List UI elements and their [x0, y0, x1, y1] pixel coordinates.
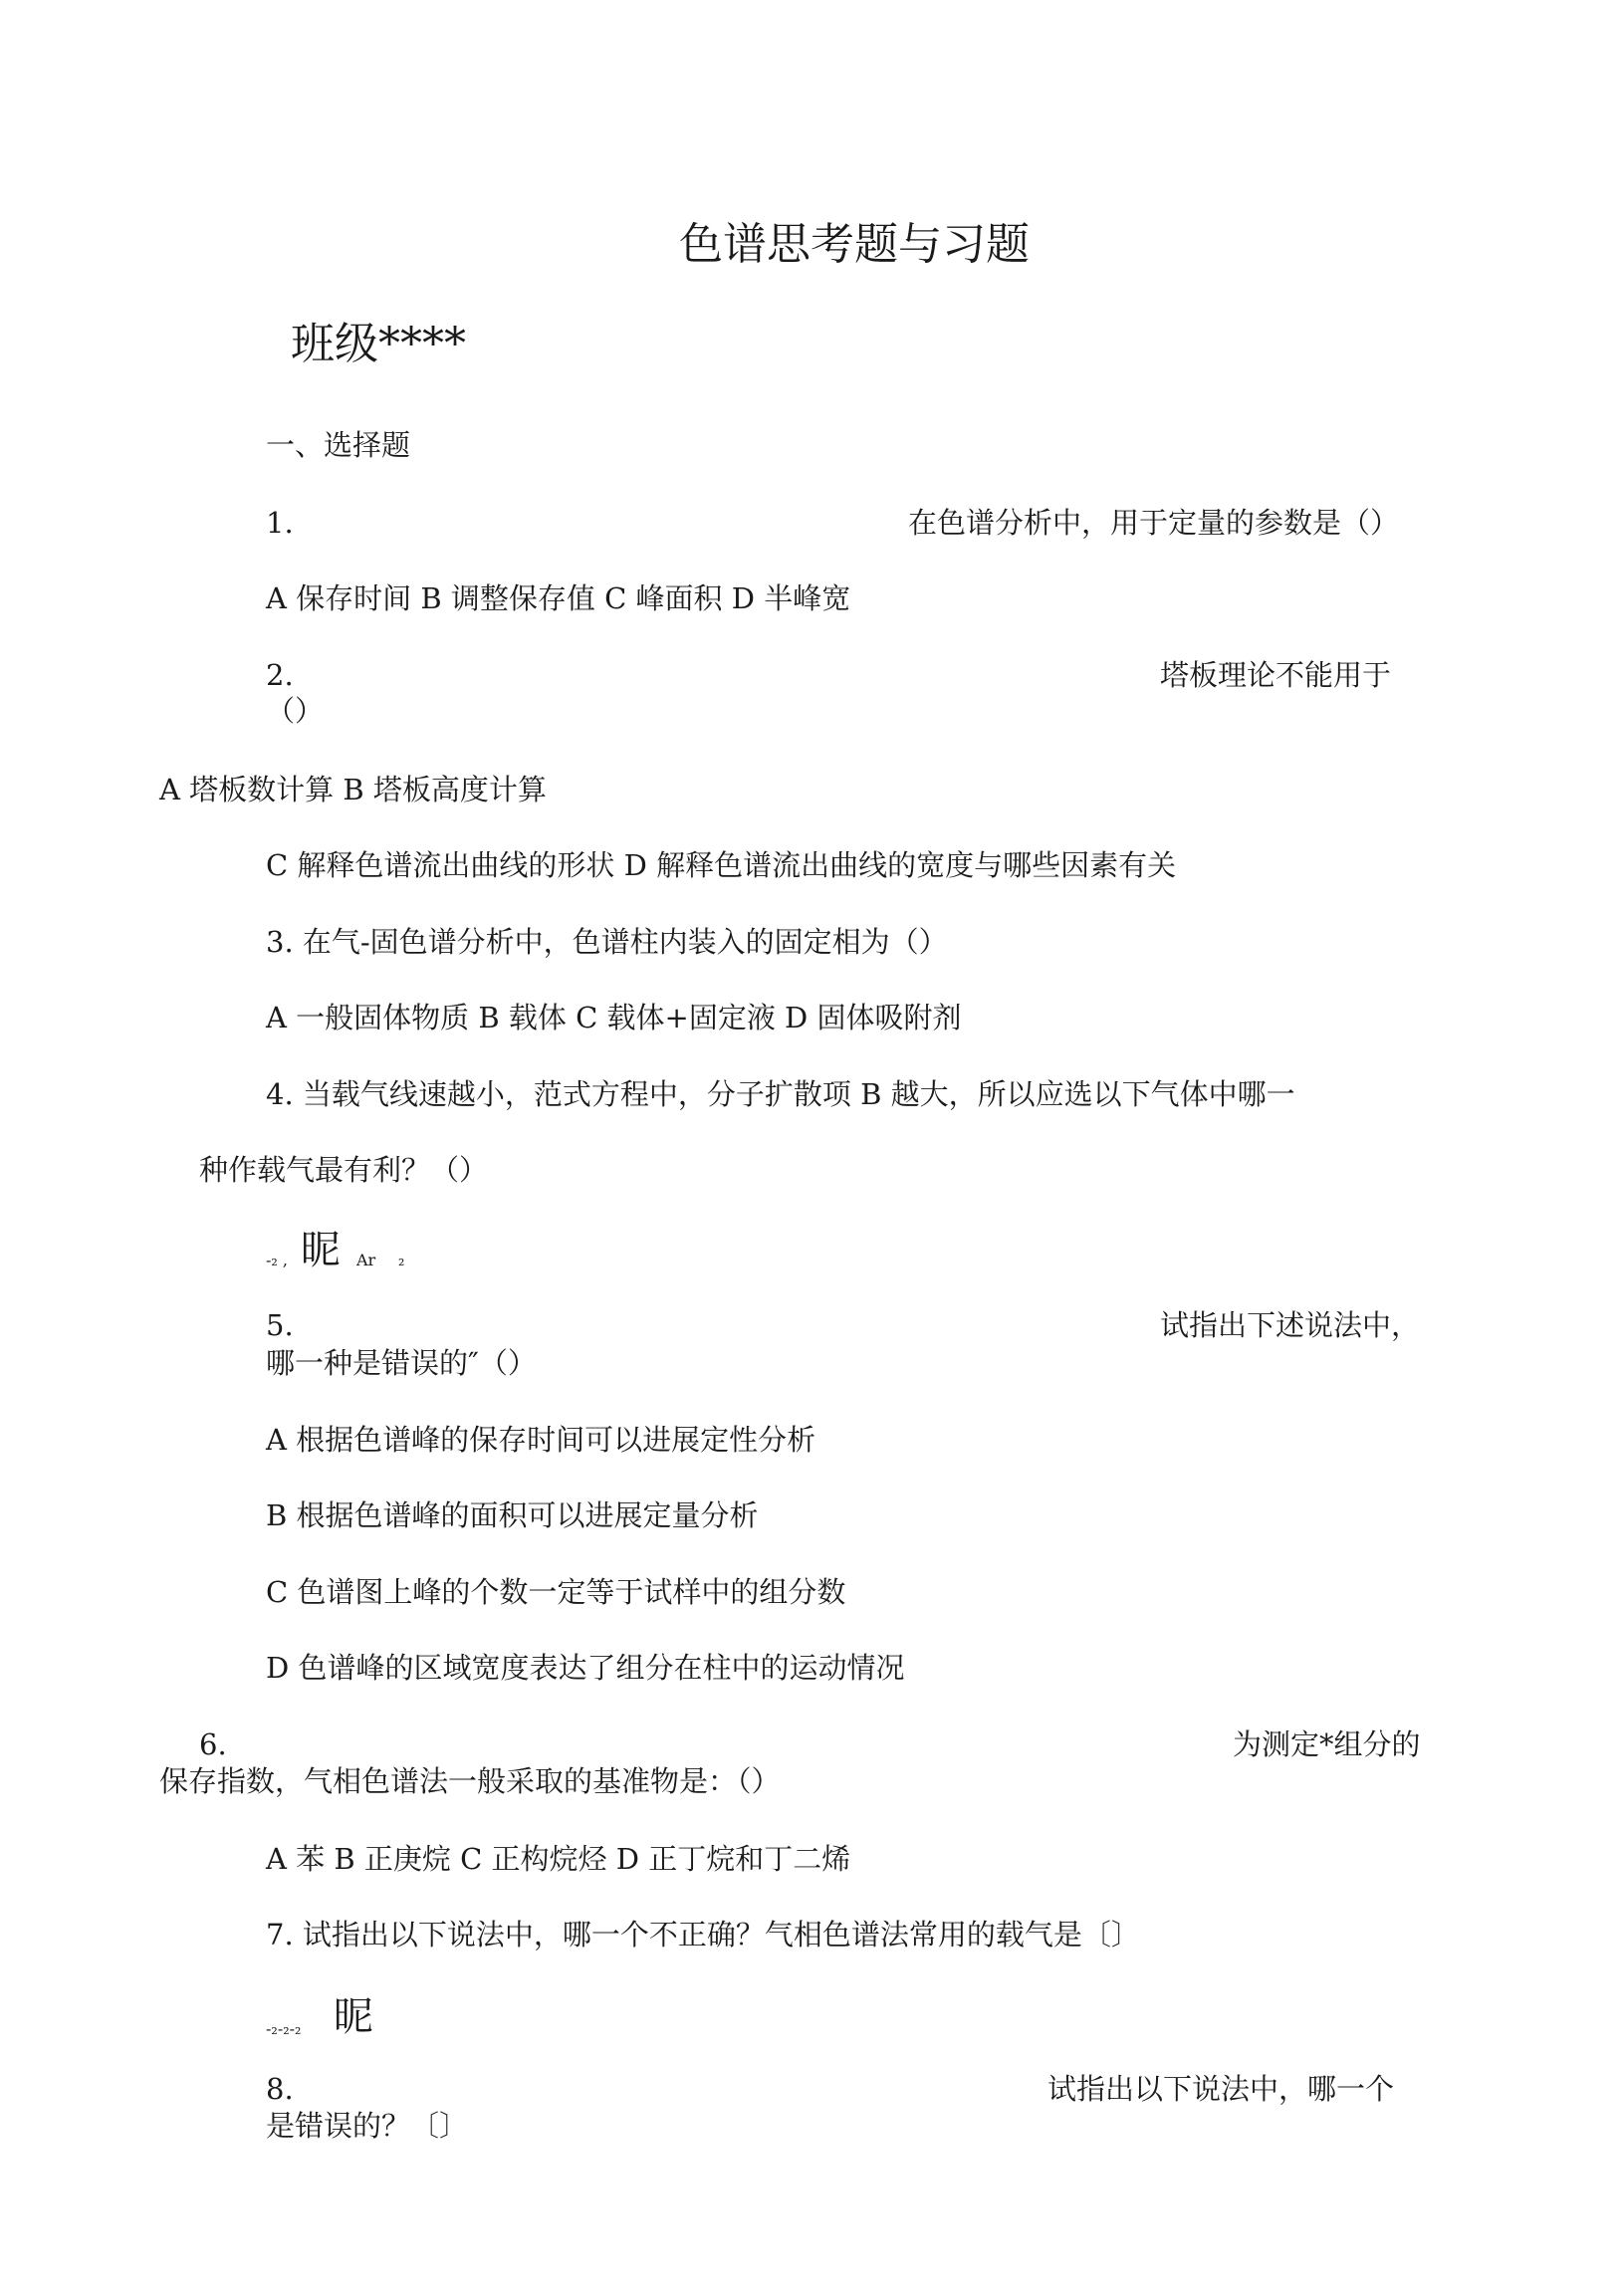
q2-options-ab: A 塔板数计算 B 塔板高度计算 [159, 773, 547, 806]
q1-number: 1. [266, 506, 294, 540]
q4-garbled-a: -₂ , [266, 1251, 288, 1269]
q3-options: A 一般固体物质 B 载体 C 载体+固定液 D 固体吸附剂 [266, 1001, 962, 1034]
q8-text: 试指出以下说法中，哪一个 [1047, 2072, 1395, 2106]
q5-line2: 哪一种是错误的″（） [266, 1346, 537, 1380]
q2-paren: （） [266, 694, 325, 728]
class-line: 班级**** [291, 319, 466, 369]
q8-number: 8. [266, 2072, 294, 2106]
q6-line2: 保存指数，气相色谱法一般采取的基准物是：（） [159, 1764, 781, 1798]
q2-number: 2. [266, 658, 294, 692]
q1-options: A 保存时间 B 调整保存值 C 峰面积 D 半峰宽 [266, 581, 851, 615]
q5-option-c: C 色谱图上峰的个数一定等于试样中的组分数 [266, 1575, 846, 1609]
q7-garbled-b: 昵 [334, 1994, 373, 2040]
q5-option-d: D 色谱峰的区域宽度表达了组分在柱中的运动情况 [266, 1651, 905, 1685]
q6-text: 为测定*组分的 [1233, 1727, 1421, 1761]
q3-text: 3. 在气-固色谱分析中，色谱柱内装入的固定相为（） [266, 925, 948, 959]
q6-number: 6. [199, 1727, 227, 1761]
page-title: 色谱思考题与习题 [679, 219, 1030, 270]
q7-garbled-a: -₂-₂-₂ [266, 2019, 302, 2038]
q5-text: 试指出下述说法中， [1160, 1308, 1421, 1342]
q4-garbled-c: Ar [356, 1251, 376, 1269]
q2-text: 塔板理论不能用于 [1160, 658, 1392, 692]
q4-line1: 4. 当载气线速越小，范式方程中，分子扩散项 B 越大，所以应选以下气体中哪一 [266, 1077, 1295, 1111]
q4-garbled-d: ₂ [398, 1251, 405, 1269]
q6-options: A 苯 B 正庚烷 C 正构烷烃 D 正丁烷和丁二烯 [266, 1842, 851, 1876]
q7-text: 7. 试指出以下说法中，哪一个不正确？气相色谱法常用的载气是〔〕 [266, 1918, 1140, 1951]
q5-option-a: A 根据色谱峰的保存时间可以进展定性分析 [266, 1423, 816, 1457]
q5-number: 5. [266, 1308, 294, 1342]
q4-garbled-b: 昵 [301, 1228, 341, 1273]
q1-text: 在色谱分析中，用于定量的参数是（） [908, 506, 1400, 540]
q5-option-b: B 根据色谱峰的面积可以进展定量分析 [266, 1498, 759, 1532]
q8-line2: 是错误的？〔〕 [266, 2109, 469, 2143]
q2-options-cd: C 解释色谱流出曲线的形状 D 解释色谱流出曲线的宽度与哪些因素有关 [266, 848, 1177, 882]
section-heading: 一、选择题 [266, 428, 411, 462]
q4-line2: 种作载气最有利？（） [199, 1153, 489, 1187]
